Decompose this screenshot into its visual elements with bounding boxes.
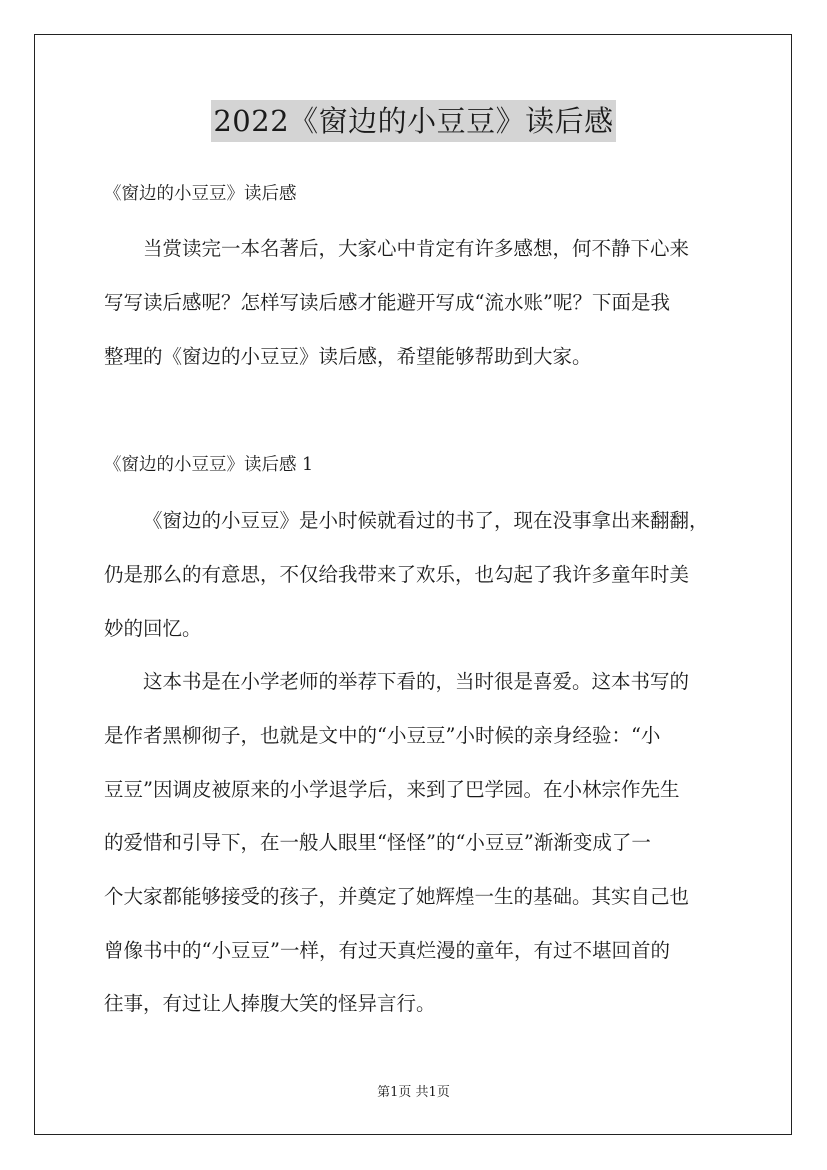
intro-line-3: 整理的《窗边的小豆豆》读后感，希望能够帮助到大家。 — [104, 345, 592, 368]
para2-line-3: 豆豆”因调皮被原来的小学退学后，来到了巴学园。在小林宗作先生 — [104, 778, 680, 801]
para2-line-1: 这本书是在小学老师的举荐下看的，当时很是喜爱。这本书写的 — [143, 670, 690, 693]
intro-line-2: 写写读后感呢？怎样写读后感才能避开写成“流水账”呢？下面是我 — [104, 291, 670, 314]
para2-line-5: 个大家都能够接受的孩子，并奠定了她辉煌一生的基础。其实自己也 — [104, 885, 690, 908]
para2-line-2: 是作者黑柳彻子，也就是文中的“小豆豆”小时候的亲身经验：“小 — [104, 724, 661, 747]
section-heading: 《窗边的小豆豆》读后感 — [104, 184, 297, 204]
essay-heading: 《窗边的小豆豆》读后感 1 — [104, 455, 314, 475]
para1-line-1: 《窗边的小豆豆》是小时候就看过的书了，现在没事拿出来翻翻， — [143, 509, 709, 532]
para2-line-6: 曾像书中的“小豆豆”一样，有过天真烂漫的童年，有过不堪回首的 — [104, 939, 670, 962]
para2-line-7: 往事，有过让人捧腹大笑的怪异言行。 — [104, 992, 436, 1015]
document-title: 2022《窗边的小豆豆》读后感 — [211, 100, 615, 142]
para1-line-3: 妙的回忆。 — [104, 617, 202, 640]
title-container — [0, 100, 827, 142]
intro-line-1: 当赏读完一本名著后，大家心中肯定有许多感想，何不静下心来 — [143, 237, 690, 260]
para2-line-4: 的爱惜和引导下，在一般人眼里“怪怪”的“小豆豆”渐渐变成了一 — [104, 831, 651, 854]
para1-line-2: 仍是那么的有意思，不仅给我带来了欢乐，也勾起了我许多童年时美 — [104, 563, 690, 586]
page-footer: 第1页 共1页 — [377, 1085, 450, 1100]
